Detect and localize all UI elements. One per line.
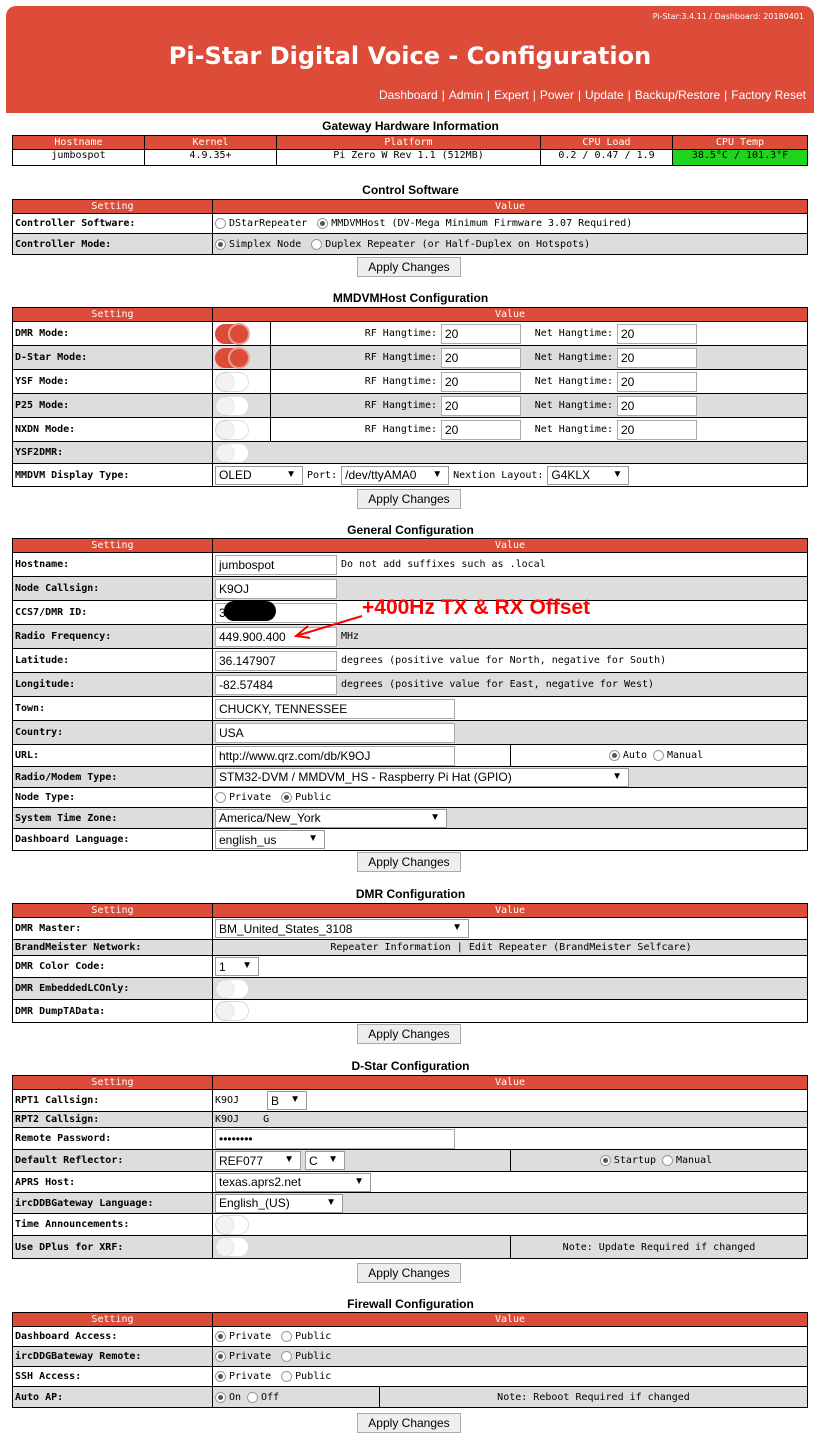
timezone-select[interactable]: America/New_York ▼ — [215, 809, 447, 828]
hardware-title: Gateway Hardware Information — [322, 119, 499, 133]
remote-password-label: Remote Password: — [13, 1128, 213, 1149]
dmr-table — [12, 903, 808, 1023]
page-title: Pi-Star Digital Voice - Configuration — [168, 42, 652, 70]
display-type-select[interactable]: OLED ▼ — [215, 466, 303, 485]
control-title: Control Software — [362, 183, 459, 197]
dmr-title: DMR Configuration — [355, 887, 466, 901]
brandmeister-label: BrandMeister Network: — [13, 940, 213, 955]
mmdvm-table — [12, 307, 808, 487]
p25-rf-hangtime-input[interactable] — [441, 396, 521, 416]
port-select[interactable]: /dev/ttyAMA0 ▼ — [341, 466, 449, 485]
col-value: Value — [494, 540, 526, 551]
longitude-note: degrees (positive value for East, negative for West) — [341, 679, 655, 690]
ysf2dmr-toggle[interactable] — [215, 443, 249, 463]
dstar-net-hangtime-input[interactable] — [617, 348, 697, 368]
hw-col-kernel: Kernel — [145, 136, 277, 149]
dmr-mode-toggle[interactable] — [215, 324, 249, 344]
auto-ap-off-radio[interactable]: Off — [247, 1392, 279, 1403]
dumptadata-toggle[interactable] — [215, 1001, 249, 1021]
nodetype-label: Node Type: — [13, 788, 213, 807]
nav-admin[interactable]: Admin — [448, 88, 483, 102]
dumptadata-label: DMR DumpTAData: — [13, 1000, 213, 1022]
ysf-mode-label: YSF Mode: — [13, 370, 213, 393]
dplus-note: Note: Update Required if changed — [562, 1241, 756, 1253]
callsign-input[interactable] — [215, 579, 337, 599]
reflector-startup-radio[interactable]: Startup — [600, 1155, 656, 1166]
rpt1-label: RPT1 Callsign: — [13, 1090, 213, 1111]
page-header — [6, 6, 814, 113]
rpt1-module-select[interactable]: B ▼ — [267, 1091, 307, 1110]
dmr-net-hangtime-input[interactable] — [617, 324, 697, 344]
firewall-table — [12, 1312, 808, 1408]
nodetype-public-radio[interactable]: Public — [281, 792, 331, 803]
embeddedlconly-toggle[interactable] — [215, 979, 249, 999]
net-hangtime-label: Net Hangtime: — [534, 352, 613, 363]
url-label: URL: — [13, 745, 213, 766]
control-table — [12, 199, 808, 255]
aprs-host-label: APRS Host: — [13, 1172, 213, 1192]
latitude-note: degrees (positive value for North, negative for South) — [341, 655, 667, 666]
url-auto-radio[interactable]: Auto — [609, 750, 647, 761]
longitude-label: Longitude: — [13, 673, 213, 696]
nav-update[interactable]: Update — [584, 88, 624, 102]
col-setting: Setting — [13, 539, 213, 552]
language-label: Dashboard Language: — [13, 829, 213, 850]
dstar-table — [12, 1075, 808, 1259]
col-value: Value — [494, 905, 526, 916]
dmr-mode-label: DMR Mode: — [13, 322, 213, 345]
dstar-rf-hangtime-input[interactable] — [441, 348, 521, 368]
language-select[interactable]: english_us ▼ — [215, 830, 325, 849]
col-setting: Setting — [13, 1313, 213, 1326]
color-code-select[interactable]: 1 ▼ — [215, 957, 259, 976]
nav-backup-restore[interactable]: Backup/Restore — [634, 88, 721, 102]
ssh-private-radio[interactable]: Private — [215, 1371, 271, 1382]
dashboard-public-radio[interactable]: Public — [281, 1331, 331, 1342]
rf-hangtime-label: RF Hangtime: — [364, 400, 437, 411]
hw-col-cputemp: CPU Temp — [715, 137, 765, 148]
dstar-title: D-Star Configuration — [351, 1059, 470, 1073]
controller-mode-label: Controller Mode: — [13, 234, 213, 254]
col-value: Value — [494, 1314, 526, 1325]
net-hangtime-label: Net Hangtime: — [534, 400, 613, 411]
hw-col-platform: Platform — [277, 136, 541, 149]
dplus-toggle[interactable] — [215, 1237, 249, 1257]
nav-power[interactable]: Power — [539, 88, 574, 102]
col-setting: Setting — [13, 308, 213, 321]
latitude-label: Latitude: — [13, 649, 213, 672]
col-setting: Setting — [13, 200, 213, 213]
rf-hangtime-label: RF Hangtime: — [364, 376, 437, 387]
radio-simplex[interactable]: Simplex Node — [215, 239, 301, 250]
dstar-mode-row — [13, 346, 807, 370]
apply-dmr-button[interactable]: Apply Changes — [357, 1024, 461, 1044]
default-reflector-label: Default Reflector: — [13, 1150, 213, 1171]
hw-kernel: 4.9.35+ — [145, 150, 277, 165]
dmr-master-select[interactable]: BM_United_States_3108 ▼ — [215, 919, 469, 938]
reflector-select[interactable]: REF077 ▼ — [215, 1151, 301, 1170]
reflector-module-select[interactable]: C ▼ — [305, 1151, 345, 1170]
rpt2-callsign: K9OJ G — [215, 1114, 270, 1125]
dashboard-private-radio[interactable]: Private — [215, 1331, 271, 1342]
ircddb-remote-label: ircDDGBateway Remote: — [13, 1347, 213, 1366]
auto-ap-label: Auto AP: — [13, 1387, 213, 1407]
general-table — [12, 538, 808, 851]
ysf-net-hangtime-input[interactable] — [617, 372, 697, 392]
firewall-title: Firewall Configuration — [347, 1297, 474, 1311]
remote-password-input[interactable] — [215, 1129, 455, 1149]
hw-platform: Pi Zero W Rev 1.1 (512MB) — [277, 150, 541, 165]
ysf2dmr-label: YSF2DMR: — [13, 442, 213, 463]
nav-expert[interactable]: Expert — [494, 88, 529, 102]
country-label: Country: — [13, 721, 213, 744]
frequency-label: Radio Frequency: — [13, 625, 213, 648]
rf-hangtime-label: RF Hangtime: — [364, 424, 437, 435]
top-nav: Dashboard | Admin | Expert | Power | Update | Backup/Restore | Factory Reset — [379, 88, 806, 102]
offset-annotation: +400Hz TX & RX Offset — [362, 596, 591, 619]
apply-firewall-button[interactable]: Apply Changes — [357, 1413, 461, 1433]
dstar-mode-toggle[interactable] — [215, 348, 249, 368]
nxdn-rf-hangtime-input[interactable] — [441, 420, 521, 440]
col-setting: Setting — [13, 1076, 213, 1089]
modem-label: Radio/Modem Type: — [13, 767, 213, 787]
col-value: Value — [494, 1077, 526, 1088]
redaction-blob — [224, 601, 276, 621]
frequency-unit: MHz — [341, 631, 360, 642]
nav-factory-reset[interactable]: Factory Reset — [731, 88, 806, 102]
ircddb-language-label: ircDDBGateway Language: — [13, 1193, 213, 1213]
ircddb-public-radio[interactable]: Public — [281, 1351, 331, 1362]
reflector-manual-radio[interactable]: Manual — [662, 1155, 712, 1166]
modem-select[interactable]: STM32-DVM / MMDVM_HS - Raspberry Pi Hat (GPIO) ▼ — [215, 768, 629, 787]
auto-ap-note: Note: Reboot Required if changed — [497, 1391, 690, 1403]
nxdn-mode-toggle[interactable] — [215, 420, 249, 440]
version-info: Pi-Star:3.4.11 / Dashboard: 20180401 — [652, 12, 804, 21]
auto-ap-on-radio[interactable]: On — [215, 1392, 241, 1403]
col-value: Value — [494, 201, 526, 212]
callsign-label: Node Callsign: — [13, 577, 213, 600]
radio-duplex[interactable]: Duplex Repeater (or Half-Duplex on Hotspots) — [311, 239, 590, 250]
ircddb-language-select[interactable]: English_(US) ▼ — [215, 1194, 343, 1213]
town-label: Town: — [13, 697, 213, 720]
rf-hangtime-label: RF Hangtime: — [364, 352, 437, 363]
country-input[interactable] — [215, 723, 455, 743]
time-announcements-label: Time Announcements: — [13, 1214, 213, 1235]
rpt1-callsign: K9OJ — [215, 1095, 240, 1106]
dmrid-label: CCS7/DMR ID: — [13, 601, 213, 624]
dashboard-access-label: Dashboard Access: — [13, 1327, 213, 1346]
color-code-label: DMR Color Code: — [13, 956, 213, 977]
timezone-label: System Time Zone: — [13, 808, 213, 828]
p25-net-hangtime-input[interactable] — [617, 396, 697, 416]
annotation-arrow-icon — [290, 612, 366, 642]
nxdn-mode-row — [13, 418, 807, 442]
latitude-input[interactable] — [215, 651, 337, 671]
url-manual-radio[interactable]: Manual — [653, 750, 703, 761]
p25-mode-toggle[interactable] — [215, 396, 249, 416]
hw-hostname: jumbospot — [13, 150, 145, 165]
dmr-rf-hangtime-input[interactable] — [441, 324, 521, 344]
ircddb-private-radio[interactable]: Private — [215, 1351, 271, 1362]
mmdvm-title: MMDVMHost Configuration — [332, 291, 489, 305]
ysf-mode-toggle[interactable] — [215, 372, 249, 392]
nextion-label: Nextion Layout: — [453, 469, 544, 481]
embeddedlconly-label: DMR EmbeddedLCOnly: — [13, 978, 213, 999]
brandmeister-links[interactable]: Repeater Information | Edit Repeater (BrandMeister Selfcare) — [330, 942, 692, 953]
rf-hangtime-label: RF Hangtime: — [364, 328, 437, 339]
url-input[interactable] — [215, 746, 455, 766]
hostname-label: Hostname: — [13, 553, 213, 576]
apply-control-button[interactable]: Apply Changes — [357, 257, 461, 277]
time-announcements-toggle[interactable] — [215, 1215, 249, 1235]
hw-cpuload: 0.2 / 0.47 / 1.9 — [541, 150, 673, 165]
dplus-label: Use DPlus for XRF: — [13, 1236, 213, 1258]
town-input[interactable] — [215, 699, 455, 719]
controller-software-label: Controller Software: — [13, 214, 213, 233]
rpt2-label: RPT2 Callsign: — [13, 1112, 213, 1127]
p25-mode-label: P25 Mode: — [13, 394, 213, 417]
hw-col-hostname: Hostname — [13, 136, 145, 149]
dmr-mode-row — [13, 322, 807, 346]
ssh-access-label: SSH Access: — [13, 1367, 213, 1386]
hw-col-cpuload: CPU Load — [541, 136, 673, 149]
nodetype-private-radio[interactable]: Private — [215, 792, 271, 803]
nav-dashboard[interactable]: Dashboard — [379, 88, 438, 102]
hw-cputemp: 38.5°C / 101.3°F — [673, 150, 807, 165]
apply-general-button[interactable]: Apply Changes — [357, 852, 461, 872]
longitude-input[interactable] — [215, 675, 337, 695]
hostname-note: Do not add suffixes such as .local — [341, 559, 546, 570]
hostname-input[interactable] — [215, 555, 337, 575]
nextion-select[interactable]: G4KLX ▼ — [547, 466, 629, 485]
ssh-public-radio[interactable]: Public — [281, 1371, 331, 1382]
radio-mmdvmhost[interactable]: MMDVMHost (DV-Mega Minimum Firmware 3.07 Required) — [317, 218, 632, 229]
col-setting: Setting — [13, 904, 213, 917]
apply-dstar-button[interactable]: Apply Changes — [357, 1263, 461, 1283]
apply-mmdvm-button[interactable]: Apply Changes — [357, 489, 461, 509]
display-type-label: MMDVM Display Type: — [13, 464, 213, 486]
net-hangtime-label: Net Hangtime: — [534, 424, 613, 435]
radio-dstarrepeater[interactable]: DStarRepeater — [215, 218, 307, 229]
net-hangtime-label: Net Hangtime: — [534, 376, 613, 387]
nxdn-mode-label: NXDN Mode: — [13, 418, 213, 441]
net-hangtime-label: Net Hangtime: — [534, 328, 613, 339]
ysf-mode-row — [13, 370, 807, 394]
ysf-rf-hangtime-input[interactable] — [441, 372, 521, 392]
nxdn-net-hangtime-input[interactable] — [617, 420, 697, 440]
dmr-master-label: DMR Master: — [13, 918, 213, 939]
hardware-table — [12, 135, 808, 166]
aprs-host-select[interactable]: texas.aprs2.net ▼ — [215, 1173, 371, 1192]
port-label: Port: — [307, 469, 338, 481]
dstar-mode-label: D-Star Mode: — [13, 346, 213, 369]
general-title: General Configuration — [347, 523, 474, 537]
col-value: Value — [494, 309, 526, 320]
p25-mode-row — [13, 394, 807, 418]
